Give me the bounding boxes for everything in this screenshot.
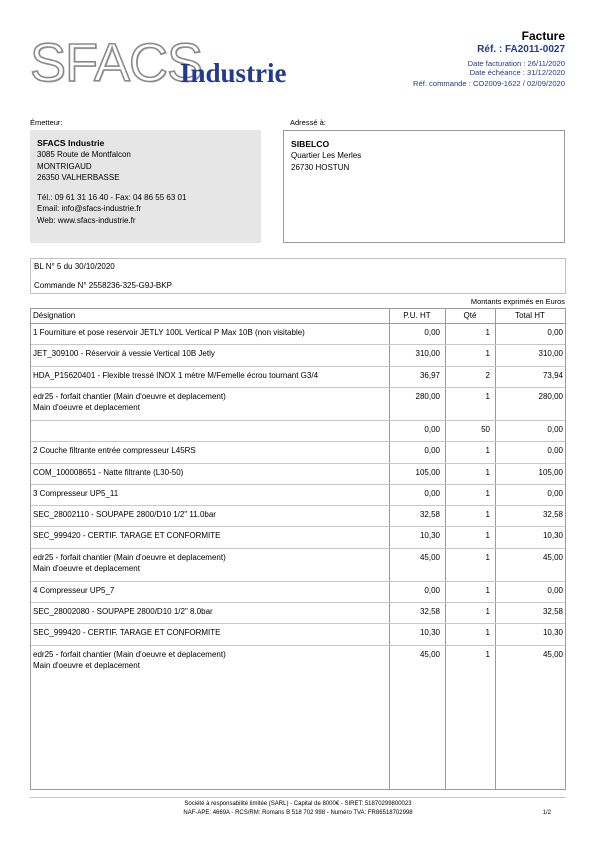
due-date: Date échéance : 31/12/2020 — [469, 68, 565, 77]
row-total: 45,00 — [542, 649, 563, 659]
row-total: 45,00 — [542, 552, 563, 562]
row-designation: edr25 - forfait chantier (Main d'oeuvre et deplacement) — [33, 391, 226, 401]
table-row — [31, 366, 565, 387]
row-unit-price: 0,00 — [424, 328, 440, 337]
row-total: 0,00 — [547, 585, 563, 595]
footer-legal-line-1: Société à responsabilité limitée (SARL) - Capital de 8000€ - SIRET: 51870299800023 — [184, 801, 412, 807]
row-total: 105,00 — [538, 467, 563, 477]
row-designation: SEC_28002080 - SOUPAPE 2800/D10 1/2" 8.0bar — [33, 607, 213, 616]
row-unit-price: 32,58 — [419, 510, 440, 520]
row-qty: 1 — [485, 488, 490, 498]
recipient-label: Adressé à: — [290, 118, 326, 127]
row-unit-price: 0,00 — [424, 585, 440, 595]
row-qty: 1 — [485, 446, 490, 456]
row-designation: 4 Compresseur UP5_7 — [33, 585, 115, 595]
emitter-address-3: 26350 VALHERBASSE — [37, 172, 120, 182]
delivery-note-reference: BL N° 5 du 30/10/2020 — [34, 262, 115, 271]
table-row — [31, 645, 565, 678]
row-designation: 2 Couche filtrante entrée compresseur L45RS — [33, 446, 196, 456]
row-unit-price: 105,00 — [415, 467, 440, 477]
invoice-reference: Réf. : FA2011-0027 — [477, 44, 565, 55]
table-row — [31, 623, 565, 644]
row-designation: SEC_999420 - CERTIF. TARAGE ET CONFORMITE — [33, 628, 221, 638]
row-unit-price: 45,00 — [419, 649, 440, 659]
emitter-email: Email: info@sfacs-industrie.fr — [37, 204, 142, 214]
row-total: 0,00 — [547, 446, 563, 456]
emitter-name: SFACS Industrie — [37, 138, 105, 148]
row-designation-detail: Main d'oeuvre et deplacement — [33, 563, 140, 573]
company-logo — [30, 33, 320, 93]
row-qty: 1 — [485, 531, 490, 541]
emitter-phone: Tél.: 09 61 31 16 40 - Fax: 04 86 55 63 01 — [37, 193, 187, 203]
footer-divider — [30, 797, 566, 798]
logo-main-text: SFACS — [30, 33, 203, 93]
recipient-address-2: 26730 HOSTUN — [291, 162, 350, 172]
header-total: Total HT — [515, 311, 545, 320]
row-total: 32,58 — [542, 607, 563, 616]
row-qty: 1 — [485, 391, 490, 401]
row-unit-price: 32,58 — [419, 607, 440, 616]
row-unit-price: 36,97 — [419, 370, 440, 380]
reference-box — [30, 258, 566, 294]
header-unit-price: P.U. HT — [403, 311, 431, 320]
table-row — [31, 484, 565, 505]
row-unit-price: 280,00 — [415, 391, 440, 401]
row-total: 0,00 — [547, 488, 563, 498]
row-designation: SEC_28002110 - SOUPAPE 2800/D10 1/2" 11.0bar — [33, 510, 216, 520]
table-row — [31, 526, 565, 547]
row-total: 0,00 — [547, 424, 563, 434]
row-unit-price: 10,30 — [419, 531, 440, 541]
table-row — [31, 344, 565, 365]
row-total: 0,00 — [547, 328, 563, 337]
emitter-box — [30, 130, 261, 243]
row-designation: 1 Fourniture et pose reservoir JETLY 100L Vertical P Max 10B (non visitable) — [33, 328, 305, 337]
table-row — [31, 505, 565, 526]
emitter-label: Émetteur: — [30, 118, 63, 127]
row-unit-price: 0,00 — [424, 488, 440, 498]
row-unit-price: 10,30 — [419, 628, 440, 638]
row-qty: 1 — [485, 628, 490, 638]
table-row — [31, 323, 565, 344]
table-row — [31, 387, 565, 420]
row-unit-price: 0,00 — [424, 424, 440, 434]
row-total: 32,58 — [542, 510, 563, 520]
row-qty: 1 — [485, 328, 490, 337]
row-qty: 1 — [485, 510, 490, 520]
recipient-box — [283, 130, 565, 243]
row-total: 280,00 — [538, 391, 563, 401]
row-qty: 1 — [485, 467, 490, 477]
invoice-date: Date facturation : 26/11/2020 — [467, 59, 565, 68]
row-designation: JET_309100 - Réservoir à vessie Vertical 10B Jetly — [33, 349, 215, 359]
order-reference: Réf. commande : CO2009-1622 / 02/09/2020 — [413, 79, 565, 88]
table-row — [31, 602, 565, 623]
footer-legal-line-2: NAF-APE: 4669A - RCS/RM: Romans B 518 702 998 - Numéro TVA: FR86518702998 — [183, 810, 413, 816]
row-qty: 1 — [485, 649, 490, 659]
row-unit-price: 0,00 — [424, 446, 440, 456]
table-row — [31, 548, 565, 581]
recipient-address-1: Quartier Les Merles — [291, 151, 362, 161]
row-qty: 1 — [485, 552, 490, 562]
table-row — [31, 441, 565, 462]
invoice-lines-table — [30, 308, 566, 790]
row-qty: 1 — [485, 349, 490, 359]
order-number: Commande N° 2558236-325-G9J-BKP — [34, 281, 172, 290]
emitter-address-2: MONTRIGAUD — [37, 161, 92, 171]
row-total: 10,30 — [542, 531, 563, 541]
row-designation: 3 Compresseur UP5_11 — [33, 488, 119, 498]
table-row — [31, 463, 565, 484]
table-row — [31, 420, 565, 441]
row-unit-price: 45,00 — [419, 552, 440, 562]
table-row — [31, 581, 565, 602]
emitter-address-1: 3085 Route de Montfalcon — [37, 150, 131, 160]
row-total: 73,94 — [542, 370, 563, 380]
row-designation-detail: Main d'oeuvre et deplacement — [33, 660, 140, 670]
row-total: 310,00 — [538, 349, 563, 359]
row-qty: 50 — [481, 424, 490, 434]
row-designation: COM_100008651 - Natte filtrante (L30-50) — [33, 467, 184, 477]
row-designation-detail: Main d'oeuvre et deplacement — [33, 402, 140, 412]
row-qty: 2 — [485, 370, 490, 380]
currency-note: Montants exprimés en Euros — [470, 297, 565, 306]
emitter-web: Web: www.sfacs-industrie.fr — [37, 215, 136, 225]
table-header — [31, 309, 565, 324]
row-designation: HDA_P15620401 - Flexible tressé INOX 1 mètre M/Femelle écrou tournant G3/4 — [33, 370, 319, 380]
header-qty: Qté — [463, 311, 477, 320]
row-qty: 1 — [485, 607, 490, 616]
row-designation: SEC_999420 - CERTIF. TARAGE ET CONFORMITE — [33, 531, 221, 541]
row-designation: edr25 - forfait chantier (Main d'oeuvre et deplacement) — [33, 649, 226, 659]
recipient-name: SIBELCO — [291, 139, 330, 149]
row-qty: 1 — [485, 585, 490, 595]
document-title: Facture — [521, 29, 565, 43]
row-total: 10,30 — [542, 628, 563, 638]
row-designation: edr25 - forfait chantier (Main d'oeuvre et deplacement) — [33, 552, 226, 562]
page-number: 1/2 — [542, 810, 551, 816]
header-designation: Désignation — [33, 311, 76, 320]
row-unit-price: 310,00 — [415, 349, 440, 359]
logo-sub-text: Industrie — [180, 58, 287, 88]
